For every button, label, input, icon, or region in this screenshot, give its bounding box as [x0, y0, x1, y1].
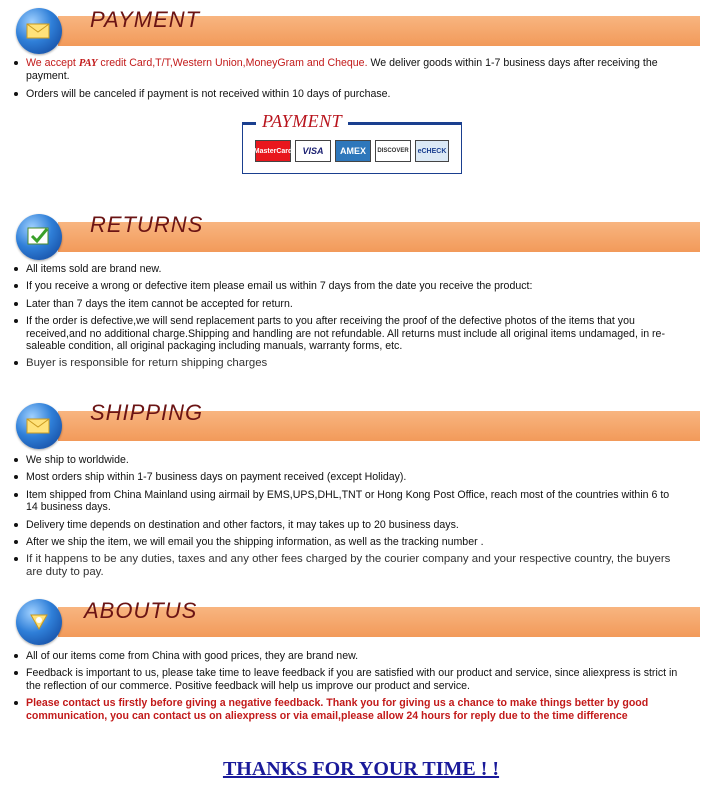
card-label: DISCOVER	[377, 148, 409, 154]
payment-list	[10, 57, 670, 105]
pay-tag: PAY	[78, 58, 98, 69]
list-item: If it happens to be any duties, taxes and any other fees charged by the courier company and your respective country, the buyers are duty to pay.	[10, 553, 680, 578]
card-label: eCHECK	[417, 147, 447, 155]
list-item: If the order is defective,we will send replacement parts to you after receiving the proof of the defective photos of the items that you received,and no additional charge.Shipping and handling are not refundable. All returns must include all original items undamaged, in re-saleable condition, all original packaging including manuals, warranty forms, etc.	[10, 315, 670, 352]
returns-list	[10, 263, 670, 375]
discover-card	[375, 140, 411, 162]
payment-title: PAYMENT	[90, 7, 201, 32]
payment-globe-icon	[16, 8, 62, 54]
list-item: Later than 7 days the item cannot be accepted for return.	[10, 298, 670, 310]
list-item: Buyer is responsible for return shipping charges	[10, 357, 670, 369]
card-label: VISA	[302, 146, 324, 156]
echeck-card	[415, 140, 449, 162]
list-item: After we ship the item, we will email you the shipping information, as well as the tracking number .	[10, 536, 680, 548]
returns-globe-icon	[16, 214, 62, 260]
list-item: We ship to worldwide.	[10, 454, 680, 466]
list-item: Delivery time depends on destination and other factors, it may takes up to 20 business days.	[10, 519, 680, 531]
list-item: All items sold are brand new.	[10, 263, 670, 275]
aboutus-title: ABOUTUS	[84, 598, 198, 623]
list-item	[10, 57, 670, 83]
list-item: Most orders ship within 1-7 business days on payment received (except Holiday).	[10, 471, 680, 483]
shipping-title: SHIPPING	[90, 400, 204, 425]
accept-text: We accept	[26, 57, 79, 69]
mastercard-card	[255, 140, 291, 162]
payment-box-title: PAYMENT	[256, 111, 348, 132]
list-item: Please contact us firstly before giving a negative feedback. Thank you for giving us a chance to make things better by good communication, you can contact us on aliexpress or via email,please allow 24 hours for reply due to the time difference	[10, 697, 690, 722]
card-label: MasterCard	[253, 147, 293, 155]
returns-title: RETURNS	[90, 212, 204, 237]
amex-card	[335, 140, 371, 162]
list-item: All of our items come from China with good prices, they are brand new.	[10, 650, 690, 662]
list-item: Item shipped from China Mainland using airmail by EMS,UPS,DHL,TNT or Hong Kong Post Office, reach most of the countries within 6 to 14 business days.	[10, 489, 680, 514]
card-label: AMEX	[339, 146, 366, 156]
delivery-text: We deliver goods within 1-7 business days after receiving the payment.	[26, 57, 658, 83]
list-item: If you receive a wrong or defective item please email us within 7 days from the date you receive the product:	[10, 280, 670, 292]
visa-card	[295, 140, 331, 162]
methods-text: credit Card,T/T,Western Union,MoneyGram and Cheque.	[97, 57, 368, 69]
list-item: Feedback is important to us, please take time to leave feedback if you are satisfied with our product and service, since aliexpress is strict in the reflection of our commerce. Positive feedback will help us improve our product and service.	[10, 667, 690, 692]
aboutus-globe-icon	[16, 599, 62, 645]
thanks-link[interactable]: THANKS FOR YOUR TIME ! !	[222, 758, 500, 780]
aboutus-list	[10, 650, 690, 727]
shipping-globe-icon	[16, 403, 62, 449]
list-item: Orders will be canceled if payment is not received within 10 days of purchase.	[10, 88, 670, 100]
shipping-list	[10, 454, 680, 583]
